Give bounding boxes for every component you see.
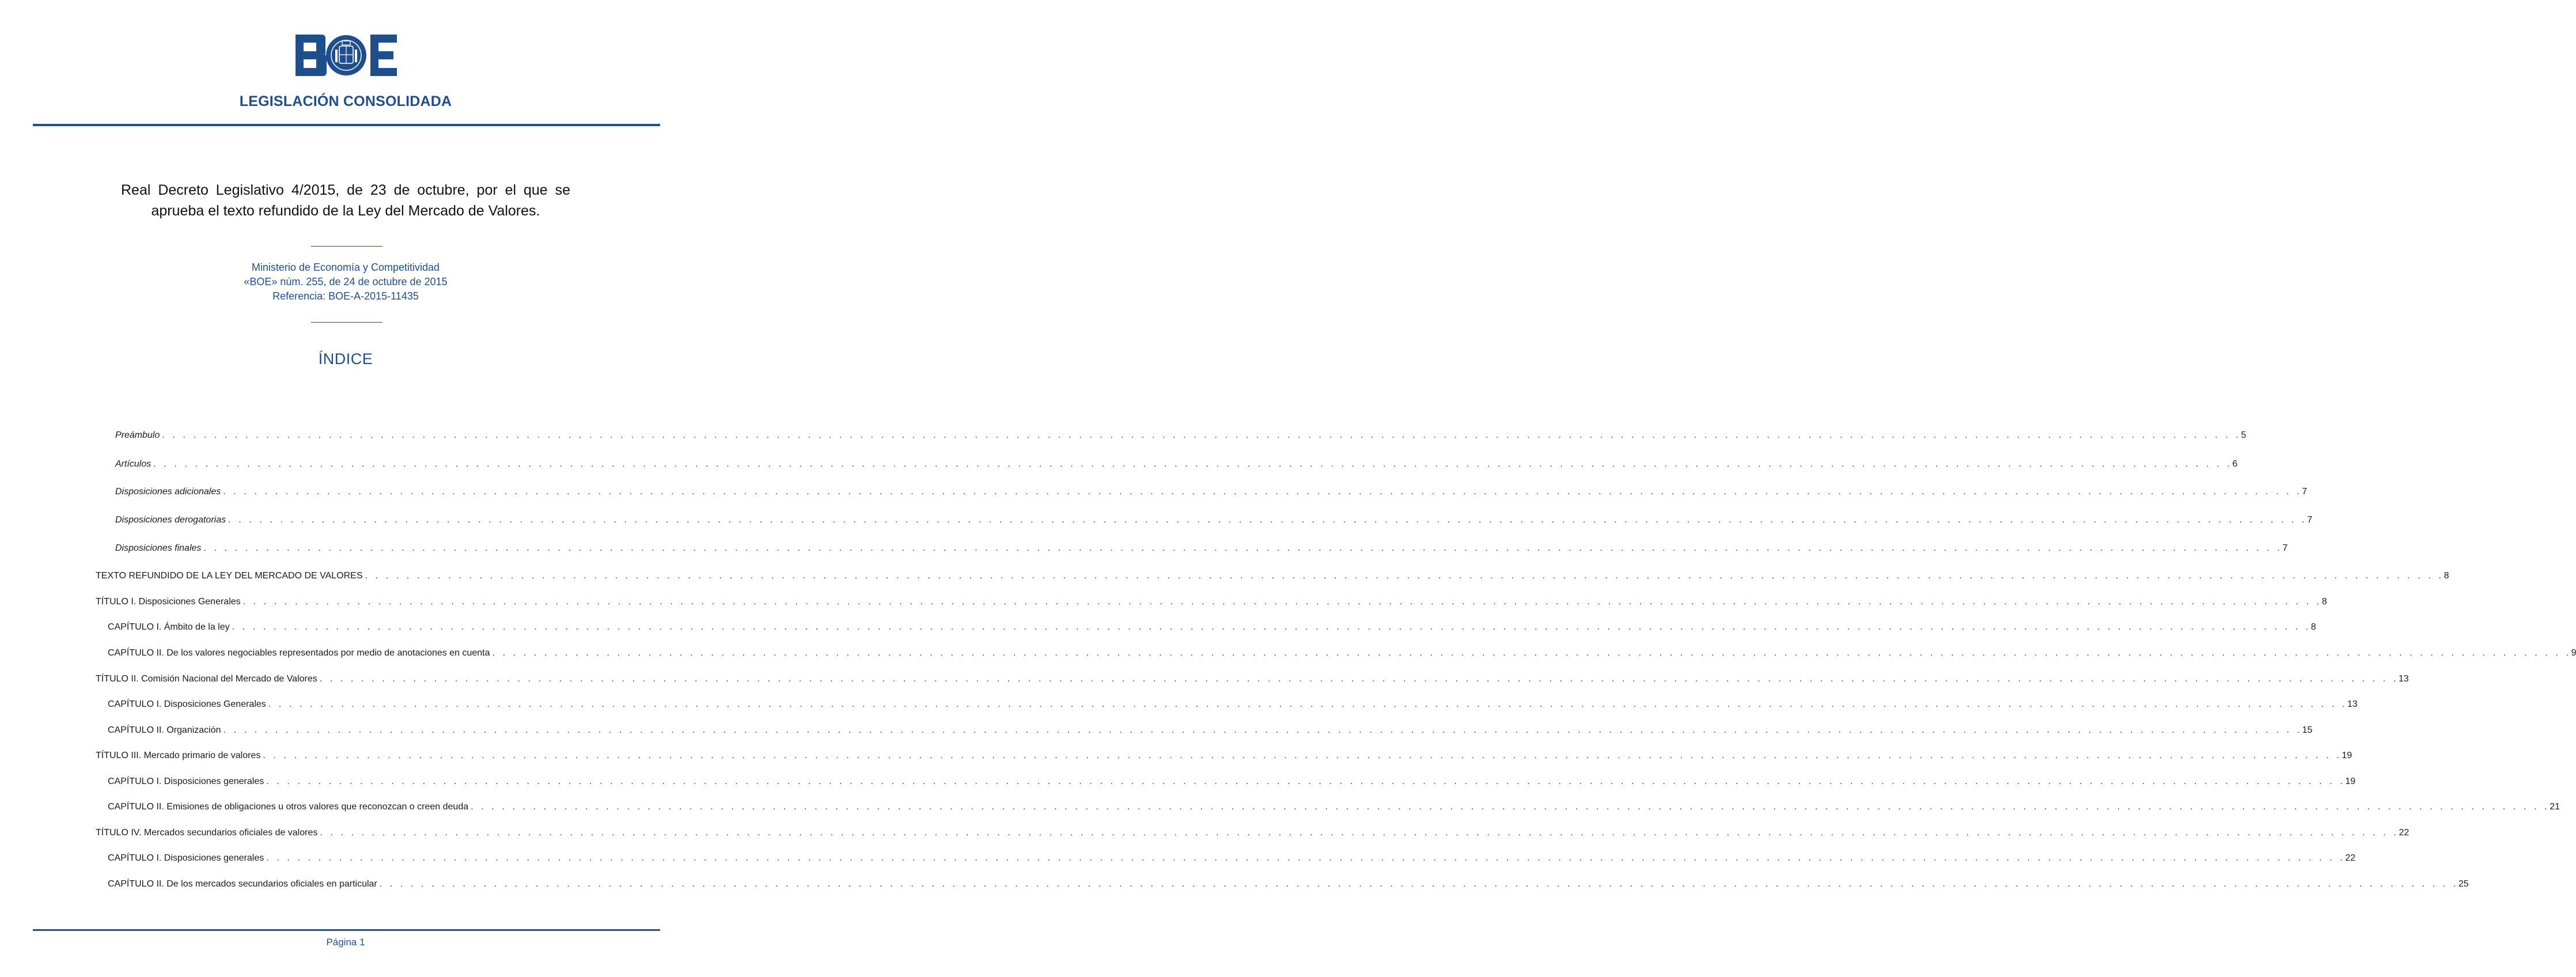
toc-leader-dots: . . . . . . . . . . . . . . . . . . . . . . . . . . . . . . . . . . . . . . . . . . . . . . . . . . . . . . . . . . . . . . . . . . . . . . . . . . . . . . . . . . . . . . . . . . . . . . . . . . . . . . . . . . . . . . . . . . . . . . . . . . . . . . . . . . . . . . . . . . . . . . . . . . . . . . . . . . . . . . . . . . . . . . . . . . . . . . . . . . . . . . . . . . . . . . . . . . . . . . . . xyxy=(243,597,2322,607)
toc-entry[interactable] xyxy=(96,827,2410,839)
toc-leader-dots: . . . . . . . . . . . . . . . . . . . . . . . . . . . . . . . . . . . . . . . . . . . . . . . . . . . . . . . . . . . . . . . . . . . . . . . . . . . . . . . . . . . . . . . . . . . . . . . . . . . . . . . . . . . . . . . . . . . . . . . . . . . . . . . . . . . . . . . . . . . . . . . . . . . . . . . . . . . . . . . . . . . . . . . . . . . . . . . . . . . . . . . . . . . . . . . . . . . . . . . . xyxy=(320,828,2399,838)
toc-entry[interactable] xyxy=(108,698,2358,711)
toc-entry-label: CAPÍTULO II. Emisiones de obligaciones u otros valores que reconozcan o creen deuda xyxy=(108,802,469,812)
toc-entry-page: 13 xyxy=(2347,699,2358,709)
toc-entry-label: TEXTO REFUNDIDO DE LA LEY DEL MERCADO DE VALORES xyxy=(96,571,363,581)
toc-leader-dots: . . . . . . . . . . . . . . . . . . . . . . . . . . . . . . . . . . . . . . . . . . . . . . . . . . . . . . . . . . . . . . . . . . . . . . . . . . . . . . . . . . . . . . . . . . . . . . . . . . . . . . . . . . . . . . . . . . . . . . . . . . . . . . . . . . . . . . . . . . . . . . . . . . . . . . . . . . . . . . . . . . . . . . . . . . . . . . . . . . . . . . . . . . . . . . . . . . . . . . . . xyxy=(232,622,2311,632)
metadata-separator xyxy=(311,322,382,323)
toc-entry-page: 21 xyxy=(2550,802,2560,812)
toc-leader-dots: . . . . . . . . . . . . . . . . . . . . . . . . . . . . . . . . . . . . . . . . . . . . . . . . . . . . . . . . . . . . . . . . . . . . . . . . . . . . . . . . . . . . . . . . . . . . . . . . . . . . . . . . . . . . . . . . . . . . . . . . . . . . . . . . . . . . . . . . . . . . . . . . . . . . . . . . . . . . . . . . . . . . . . . . . . . . . . . . . . . . . . . . . . . . . . . . . . . . . . . . xyxy=(268,699,2347,709)
toc-entry-page: 22 xyxy=(2345,853,2356,863)
toc-entry[interactable] xyxy=(115,486,2308,498)
document-metadata xyxy=(0,260,691,304)
document-title: Real Decreto Legislativo 4/2015, de 23 de octubre, por el que se aprueba el texto refundido de la Ley del Mercado de Valores. xyxy=(121,182,570,219)
toc-entry-label: Disposiciones adicionales xyxy=(115,487,221,497)
toc-entry-page: 5 xyxy=(2241,430,2247,440)
toc-entry-label: CAPÍTULO I. Disposiciones Generales xyxy=(108,699,266,709)
toc-entry-page: 8 xyxy=(2310,622,2316,632)
toc-entry[interactable] xyxy=(108,852,2356,865)
toc-entry-label: Disposiciones derogatorias xyxy=(115,515,226,525)
toc-leader-dots: . . . . . . . . . . . . . . . . . . . . . . . . . . . . . . . . . . . . . . . . . . . . . . . . . . . . . . . . . . . . . . . . . . . . . . . . . . . . . . . . . . . . . . . . . . . . . . . . . . . . . . . . . . . . . . . . . . . . . . . . . . . . . . . . . . . . . . . . . . . . . . . . . . . . . . . . . . . . . . . . . . . . . . . . . . . . . . . . . . . . . . . . . . . . . . . . . . . . . . . . xyxy=(223,487,2302,497)
toc-entry-label: CAPÍTULO II. De los mercados secundarios oficiales en particular xyxy=(108,879,377,889)
toc-leader-dots: . . . . . . . . . . . . . . . . . . . . . . . . . . . . . . . . . . . . . . . . . . . . . . . . . . . . . . . . . . . . . . . . . . . . . . . . . . . . . . . . . . . . . . . . . . . . . . . . . . . . . . . . . . . . . . . . . . . . . . . . . . . . . . . . . . . . . . . . . . . . . . . . . . . . . . . . . . . . . . . . . . . . . . . . . . . . . . . . . . . . . . . . . . . . . . . . . . . . . . . . xyxy=(266,777,2346,786)
toc-leader-dots: . . . . . . . . . . . . . . . . . . . . . . . . . . . . . . . . . . . . . . . . . . . . . . . . . . . . . . . . . . . . . . . . . . . . . . . . . . . . . . . . . . . . . . . . . . . . . . . . . . . . . . . . . . . . . . . . . . . . . . . . . . . . . . . . . . . . . . . . . . . . . . . . . . . . . . . . . . . . . . . . . . . . . . . . . . . . . . . . . . . . . . . . . . . . . . . . . . . . . . . . xyxy=(162,430,2241,440)
toc-entry[interactable] xyxy=(115,514,2313,527)
toc-entry-page: 15 xyxy=(2302,725,2313,735)
footer-divider xyxy=(33,929,660,931)
toc-entry-page: 9 xyxy=(2571,648,2576,658)
toc-entry-page: 22 xyxy=(2399,828,2410,838)
toc-entry-label: CAPÍTULO II. De los valores negociables representados por medio de anotaciones en cuenta xyxy=(108,648,490,658)
toc-entry[interactable] xyxy=(96,570,2449,582)
toc-entry-page: 25 xyxy=(2458,879,2469,889)
toc-entry[interactable] xyxy=(108,647,2576,660)
section-title: LEGISLACIÓN CONSOLIDADA xyxy=(239,93,452,109)
toc-entry-label: Disposiciones finales xyxy=(115,543,202,553)
toc-entry-label: CAPÍTULO I. Disposiciones generales xyxy=(108,777,264,786)
index-heading: ÍNDICE xyxy=(318,350,373,368)
toc-entry[interactable] xyxy=(115,542,2288,555)
toc-entry-label: Preámbulo xyxy=(115,430,160,440)
toc-entry[interactable] xyxy=(115,458,2238,471)
toc-entry-page: 6 xyxy=(2232,459,2238,469)
toc-entry-page: 8 xyxy=(2321,597,2327,607)
toc-entry[interactable] xyxy=(108,801,2560,813)
toc-entry-page: 7 xyxy=(2282,543,2288,553)
toc-entry-label: TÍTULO II. Comisión Nacional del Mercado de Valores xyxy=(96,674,317,684)
publication-info: «BOE» núm. 255, de 24 de octubre de 2015 xyxy=(244,276,448,287)
toc-entry[interactable] xyxy=(108,724,2313,737)
toc-leader-dots: . . . . . . . . . . . . . . . . . . . . . . . . . . . . . . . . . . . . . . . . . . . . . . . . . . . . . . . . . . . . . . . . . . . . . . . . . . . . . . . . . . . . . . . . . . . . . . . . . . . . . . . . . . . . . . . . . . . . . . . . . . . . . . . . . . . . . . . . . . . . . . . . . . . . . . . . . . . . . . . . . . . . . . . . . . . . . . . . . . . . . . . . . . . . . . . . . . . . . . . . xyxy=(365,571,2444,581)
toc-entry-label: TÍTULO I. Disposiciones Generales xyxy=(96,597,241,607)
boe-logo xyxy=(296,35,397,76)
toc-leader-dots: . . . . . . . . . . . . . . . . . . . . . . . . . . . . . . . . . . . . . . . . . . . . . . . . . . . . . . . . . . . . . . . . . . . . . . . . . . . . . . . . . . . . . . . . . . . . . . . . . . . . . . . . . . . . . . . . . . . . . . . . . . . . . . . . . . . . . . . . . . . . . . . . . . . . . . . . . . . . . . . . . . . . . . . . . . . . . . . . . . . . . . . . . . . . . . . . . . . . . . . . xyxy=(153,459,2233,469)
toc-entry-label: CAPÍTULO II. Organización xyxy=(108,725,221,735)
toc-entry[interactable] xyxy=(108,878,2469,891)
toc-entry-page: 19 xyxy=(2342,751,2353,760)
toc-entry[interactable] xyxy=(108,621,2316,634)
toc-entry-page: 8 xyxy=(2444,571,2449,581)
toc-entry-label: TÍTULO IV. Mercados secundarios oficiales de valores xyxy=(96,828,318,838)
toc-entry-page: 7 xyxy=(2307,515,2313,525)
toc-entry-label: Artículos xyxy=(115,459,151,469)
toc-leader-dots: . . . . . . . . . . . . . . . . . . . . . . . . . . . . . . . . . . . . . . . . . . . . . . . . . . . . . . . . . . . . . . . . . . . . . . . . . . . . . . . . . . . . . . . . . . . . . . . . . . . . . . . . . . . . . . . . . . . . . . . . . . . . . . . . . . . . . . . . . . . . . . . . . . . . . . . . . . . . . . . . . . . . . . . . . . . . . . . . . . . . . . . . . . . . . . . . . . . . . . . . xyxy=(203,543,2283,553)
toc-entry-page: 19 xyxy=(2345,777,2356,786)
toc-entry[interactable] xyxy=(96,673,2409,686)
toc-leader-dots: . . . . . . . . . . . . . . . . . . . . . . . . . . . . . . . . . . . . . . . . . . . . . . . . . . . . . . . . . . . . . . . . . . . . . . . . . . . . . . . . . . . . . . . . . . . . . . . . . . . . . . . . . . . . . . . . . . . . . . . . . . . . . . . . . . . . . . . . . . . . . . . . . . . . . . . . . . . . . . . . . . . . . . . . . . . . . . . . . . . . . . . . . . . . . . . . . . . . . . . . xyxy=(223,725,2302,735)
toc-entry[interactable] xyxy=(108,775,2356,788)
toc-entry[interactable] xyxy=(96,749,2353,762)
toc-entry-label: CAPÍTULO I. Ámbito de la ley xyxy=(108,622,230,632)
toc-leader-dots: . . . . . . . . . . . . . . . . . . . . . . . . . . . . . . . . . . . . . . . . . . . . . . . . . . . . . . . . . . . . . . . . . . . . . . . . . . . . . . . . . . . . . . . . . . . . . . . . . . . . . . . . . . . . . . . . . . . . . . . . . . . . . . . . . . . . . . . . . . . . . . . . . . . . . . . . . . . . . . . . . . . . . . . . . . . . . . . . . . . . . . . . . . . . . . . . . . . . . . . . xyxy=(266,853,2346,863)
reference: Referencia: BOE-A-2015-11435 xyxy=(272,290,419,302)
header-divider xyxy=(33,124,660,126)
toc-entry-label: TÍTULO III. Mercado primario de valores xyxy=(96,751,261,760)
page-number: Página 1 xyxy=(326,937,365,948)
toc-leader-dots: . . . . . . . . . . . . . . . . . . . . . . . . . . . . . . . . . . . . . . . . . . . . . . . . . . . . . . . . . . . . . . . . . . . . . . . . . . . . . . . . . . . . . . . . . . . . . . . . . . . . . . . . . . . . . . . . . . . . . . . . . . . . . . . . . . . . . . . . . . . . . . . . . . . . . . . . . . . . . . . . . . . . . . . . . . . . . . . . . . . . . . . . . . . . . . . . . . . . . . . . xyxy=(492,648,2571,658)
toc-entry-label: CAPÍTULO I. Disposiciones generales xyxy=(108,853,264,863)
toc-entry[interactable] xyxy=(115,429,2247,442)
title-separator xyxy=(311,246,382,247)
toc-leader-dots: . . . . . . . . . . . . . . . . . . . . . . . . . . . . . . . . . . . . . . . . . . . . . . . . . . . . . . . . . . . . . . . . . . . . . . . . . . . . . . . . . . . . . . . . . . . . . . . . . . . . . . . . . . . . . . . . . . . . . . . . . . . . . . . . . . . . . . . . . . . . . . . . . . . . . . . . . . . . . . . . . . . . . . . . . . . . . . . . . . . . . . . . . . . . . . . . . . . . . . . . xyxy=(319,674,2399,684)
toc-entry-page: 13 xyxy=(2398,674,2409,684)
toc-leader-dots: . . . . . . . . . . . . . . . . . . . . . . . . . . . . . . . . . . . . . . . . . . . . . . . . . . . . . . . . . . . . . . . . . . . . . . . . . . . . . . . . . . . . . . . . . . . . . . . . . . . . . . . . . . . . . . . . . . . . . . . . . . . . . . . . . . . . . . . . . . . . . . . . . . . . . . . . . . . . . . . . . . . . . . . . . . . . . . . . . . . . . . . . . . . . . . . . . . . . . . . . xyxy=(263,751,2342,760)
toc-entry-page: 7 xyxy=(2302,487,2308,497)
toc-entry[interactable] xyxy=(96,596,2327,608)
ministry: Ministerio de Economía y Competitividad xyxy=(251,262,440,273)
toc-leader-dots: . . . . . . . . . . . . . . . . . . . . . . . . . . . . . . . . . . . . . . . . . . . . . . . . . . . . . . . . . . . . . . . . . . . . . . . . . . . . . . . . . . . . . . . . . . . . . . . . . . . . . . . . . . . . . . . . . . . . . . . . . . . . . . . . . . . . . . . . . . . . . . . . . . . . . . . . . . . . . . . . . . . . . . . . . . . . . . . . . . . . . . . . . . . . . . . . . . . . . . . . xyxy=(379,879,2458,889)
toc-leader-dots: . . . . . . . . . . . . . . . . . . . . . . . . . . . . . . . . . . . . . . . . . . . . . . . . . . . . . . . . . . . . . . . . . . . . . . . . . . . . . . . . . . . . . . . . . . . . . . . . . . . . . . . . . . . . . . . . . . . . . . . . . . . . . . . . . . . . . . . . . . . . . . . . . . . . . . . . . . . . . . . . . . . . . . . . . . . . . . . . . . . . . . . . . . . . . . . . . . . . . . . . xyxy=(471,802,2550,812)
toc-leader-dots: . . . . . . . . . . . . . . . . . . . . . . . . . . . . . . . . . . . . . . . . . . . . . . . . . . . . . . . . . . . . . . . . . . . . . . . . . . . . . . . . . . . . . . . . . . . . . . . . . . . . . . . . . . . . . . . . . . . . . . . . . . . . . . . . . . . . . . . . . . . . . . . . . . . . . . . . . . . . . . . . . . . . . . . . . . . . . . . . . . . . . . . . . . . . . . . . . . . . . . . . xyxy=(228,515,2308,525)
